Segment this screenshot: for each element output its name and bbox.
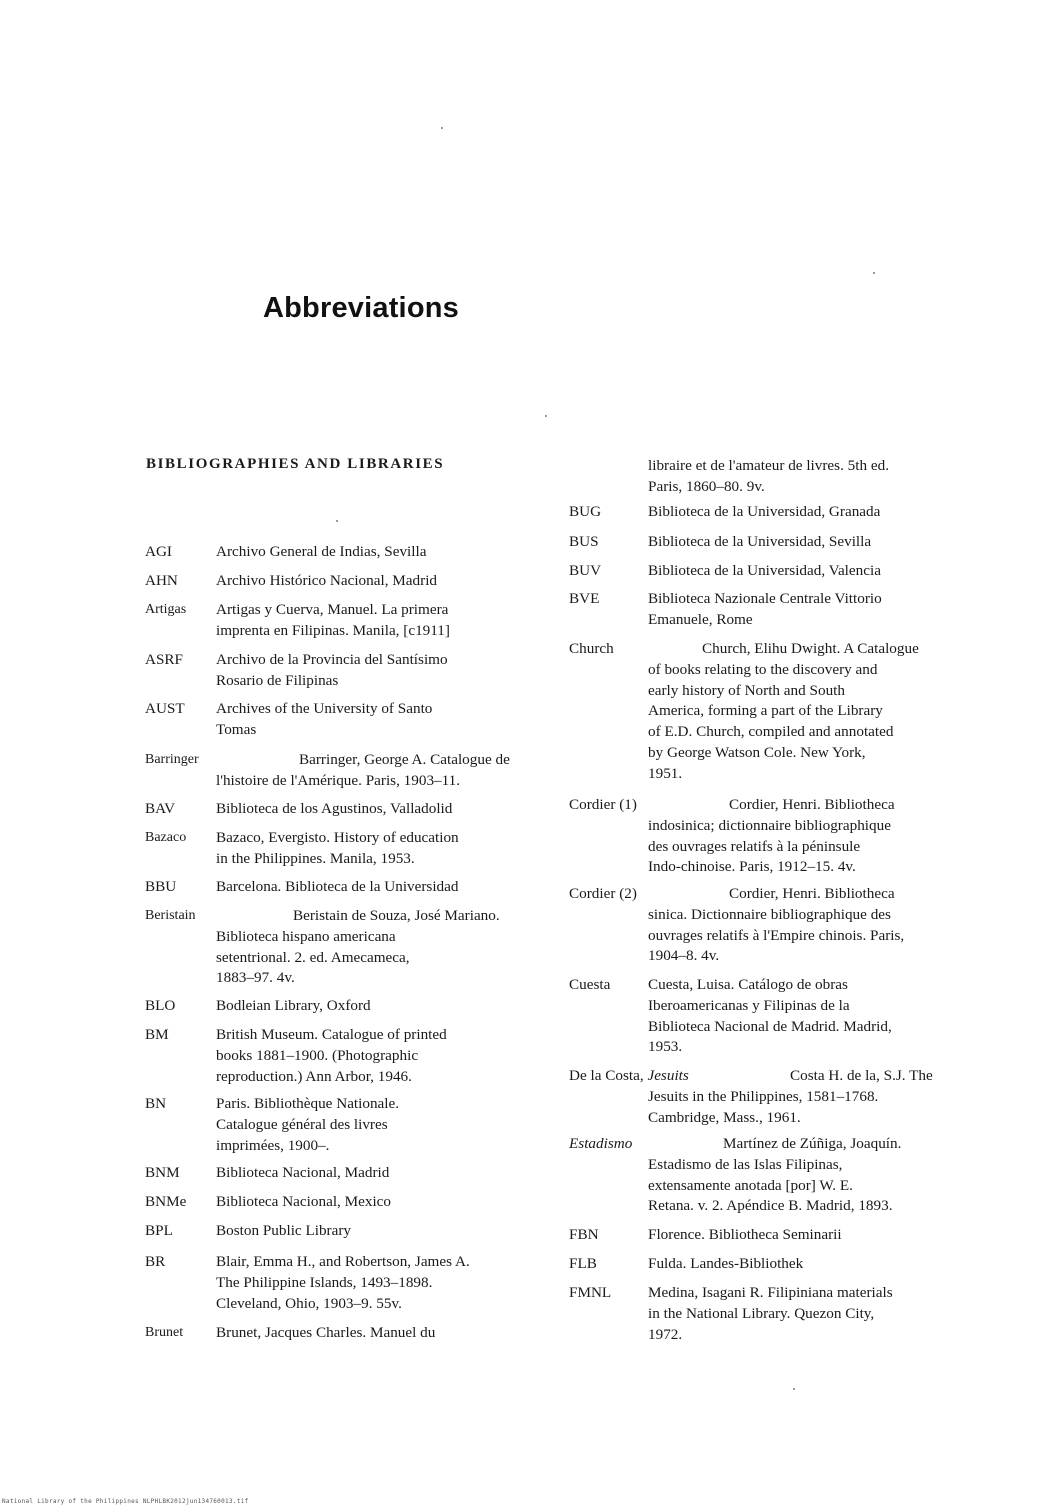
abbreviation-code: BUS bbox=[569, 533, 599, 550]
scan-speck bbox=[873, 272, 875, 274]
scan-speck bbox=[336, 520, 338, 522]
description-line: books 1881–1900. (Photographic bbox=[216, 1046, 419, 1064]
description-line: by George Watson Cole. New York, bbox=[648, 743, 866, 761]
description-line: imprimées, 1900–. bbox=[216, 1136, 330, 1154]
description-line: Biblioteca de la Universidad, Valencia bbox=[648, 562, 881, 579]
description-line: Biblioteca Nazionale Centrale Vittorio bbox=[648, 590, 882, 607]
abbreviation-description bbox=[216, 750, 510, 792]
abbreviation-description bbox=[648, 975, 892, 1058]
abbreviation-code: BUV bbox=[569, 562, 602, 579]
description-line: 1883–97. 4v. bbox=[216, 969, 295, 987]
abbreviation-description bbox=[648, 561, 881, 582]
abbreviation-code: Cuesta bbox=[569, 976, 611, 993]
description-line: The Philippine Islands, 1493–1898. bbox=[216, 1273, 433, 1291]
abbreviation-description bbox=[648, 795, 895, 878]
description-line: Bazaco, Evergisto. History of education bbox=[216, 829, 459, 846]
description-line: Archives of the University of Santo bbox=[216, 700, 433, 717]
description-line: in the Philippines. Manila, 1953. bbox=[216, 849, 415, 867]
abbreviation-code: Beristain bbox=[145, 908, 196, 923]
description-line: Artigas y Cuerva, Manuel. La primera bbox=[216, 601, 449, 618]
abbreviation-code: FMNL bbox=[569, 1284, 612, 1301]
description-line: 1904–8. 4v. bbox=[648, 947, 720, 965]
description-line: Costa H. de la, S.J. The bbox=[790, 1067, 933, 1084]
description-line: of books relating to the discovery and bbox=[648, 660, 878, 678]
description-line: Jesuits in the Philippines, 1581–1768. bbox=[648, 1087, 879, 1105]
abbreviation-code: Cordier (2) bbox=[569, 885, 637, 902]
description-line: Paris, 1860–80. 9v. bbox=[648, 477, 765, 495]
abbreviation-code: BN bbox=[145, 1095, 167, 1112]
description-line: Archivo General de Indias, Sevilla bbox=[216, 543, 427, 560]
abbreviation-description bbox=[648, 1134, 901, 1217]
description-line: Cordier, Henri. Bibliotheca bbox=[729, 885, 895, 902]
abbreviation-code: Cordier (1) bbox=[569, 796, 637, 813]
description-line: Barcelona. Biblioteca de la Universidad bbox=[216, 878, 459, 895]
abbreviation-description bbox=[216, 600, 450, 642]
abbreviation-description bbox=[216, 1323, 435, 1344]
abbreviation-description bbox=[648, 1225, 842, 1246]
description-line: ouvrages relatifs à l'Empire chinois. Paris, bbox=[648, 926, 905, 944]
abbreviation-description bbox=[216, 1025, 447, 1087]
abbreviation-description bbox=[216, 699, 432, 741]
description-line: Church, Elihu Dwight. A Catalogue bbox=[702, 640, 919, 657]
abbreviation-code: Church bbox=[569, 640, 614, 657]
abbreviation-code: Artigas bbox=[145, 602, 187, 617]
description-line: Brunet, Jacques Charles. Manuel du bbox=[216, 1324, 436, 1341]
description-line: Indo-chinoise. Paris, 1912–15. 4v. bbox=[648, 858, 856, 876]
description-line: Medina, Isagani R. Filipiniana materials bbox=[648, 1284, 893, 1301]
description-line: Catalogue général des livres bbox=[216, 1115, 388, 1133]
abbreviation-description bbox=[216, 996, 371, 1017]
abbreviation-code: Barringer bbox=[145, 752, 199, 767]
scan-speck bbox=[441, 127, 443, 129]
abbreviation-description bbox=[648, 884, 904, 967]
abbreviation-description bbox=[216, 650, 448, 692]
abbreviation-code: De la Costa, Jesuits bbox=[569, 1067, 689, 1084]
abbreviation-description bbox=[648, 1283, 893, 1345]
description-line: Tomas bbox=[216, 720, 257, 738]
description-line: des ouvrages relatifs à la péninsule bbox=[648, 837, 861, 855]
scan-speck bbox=[793, 1388, 795, 1390]
abbreviation-code: ASRF bbox=[145, 651, 183, 668]
abbreviation-code: AHN bbox=[145, 572, 178, 589]
description-line: early history of North and South bbox=[648, 681, 845, 699]
description-line: Biblioteca de los Agustinos, Valladolid bbox=[216, 800, 453, 817]
description-line: British Museum. Catalogue of printed bbox=[216, 1026, 447, 1043]
description-line: reproduction.) Ann Arbor, 1946. bbox=[216, 1067, 412, 1085]
abbreviation-description bbox=[216, 906, 500, 989]
description-line: Estadismo de las Islas Filipinas, bbox=[648, 1155, 843, 1173]
description-line: America, forming a part of the Library bbox=[648, 702, 883, 720]
description-line: Emanuele, Rome bbox=[648, 610, 753, 628]
description-line: Blair, Emma H., and Robertson, James A. bbox=[216, 1253, 470, 1270]
description-line: Cambridge, Mass., 1961. bbox=[648, 1108, 801, 1126]
description-line: 1972. bbox=[648, 1325, 683, 1343]
abbreviation-description bbox=[216, 1163, 389, 1184]
abbreviation-description bbox=[216, 571, 437, 592]
abbreviation-description bbox=[648, 639, 919, 785]
description-line: Barringer, George A. Catalogue de bbox=[299, 751, 510, 768]
abbreviation-code: BNM bbox=[145, 1164, 180, 1181]
description-line: setentrional. 2. ed. Amecameca, bbox=[216, 948, 410, 966]
abbreviation-description bbox=[216, 1252, 470, 1314]
abbreviation-description bbox=[216, 877, 459, 898]
abbreviation-code: AUST bbox=[145, 700, 185, 717]
abbreviation-code: BNMe bbox=[145, 1193, 187, 1210]
description-line: 1953. bbox=[648, 1038, 683, 1056]
description-line: Biblioteca hispano americana bbox=[216, 927, 396, 945]
abbreviation-description bbox=[216, 799, 452, 820]
description-line: imprenta en Filipinas. Manila, [c1911] bbox=[216, 621, 450, 639]
abbreviation-description bbox=[216, 1094, 399, 1156]
abbreviation-description bbox=[216, 828, 459, 870]
description-line: Biblioteca Nacional, Mexico bbox=[216, 1193, 392, 1210]
description-line: Iberoamericanas y Filipinas de la bbox=[648, 996, 850, 1014]
description-line: Beristain de Souza, José Mariano. bbox=[293, 907, 500, 924]
abbreviation-code: Brunet bbox=[145, 1325, 184, 1340]
abbreviation-description bbox=[648, 456, 889, 498]
abbreviation-code: BM bbox=[145, 1026, 169, 1043]
abbreviation-description bbox=[216, 1221, 351, 1242]
description-line: Biblioteca de la Universidad, Sevilla bbox=[648, 533, 872, 550]
description-line: of E.D. Church, compiled and annotated bbox=[648, 723, 894, 741]
scan-speck bbox=[545, 415, 547, 417]
abbreviation-description bbox=[648, 589, 882, 631]
abbreviation-code: FBN bbox=[569, 1226, 599, 1243]
description-line: 1951. bbox=[648, 764, 683, 782]
description-line: Archivo Histórico Nacional, Madrid bbox=[216, 572, 438, 589]
description-line: Cordier, Henri. Bibliotheca bbox=[729, 796, 895, 813]
abbreviation-description bbox=[216, 1192, 391, 1213]
description-line: in the National Library. Quezon City, bbox=[648, 1304, 875, 1322]
description-line: Martínez de Zúñiga, Joaquín. bbox=[723, 1135, 902, 1152]
abbreviation-code: Estadismo bbox=[569, 1135, 633, 1152]
description-line: Florence. Bibliotheca Seminarii bbox=[648, 1226, 842, 1243]
abbreviation-description bbox=[648, 1066, 933, 1128]
description-line: Archivo de la Provincia del Santísimo bbox=[216, 651, 448, 668]
description-line: Boston Public Library bbox=[216, 1222, 351, 1239]
abbreviation-code: BLO bbox=[145, 997, 176, 1014]
abbreviation-code: BR bbox=[145, 1253, 166, 1270]
section-heading: BIBLIOGRAPHIES AND LIBRARIES bbox=[146, 456, 445, 472]
description-line: Rosario de Filipinas bbox=[216, 671, 339, 689]
abbreviation-code: BVE bbox=[569, 590, 600, 607]
description-line: Biblioteca Nacional de Madrid. Madrid, bbox=[648, 1017, 892, 1035]
description-line: Biblioteca de la Universidad, Granada bbox=[648, 503, 881, 520]
abbreviation-code: BUG bbox=[569, 503, 602, 520]
description-line: extensamente anotada [por] W. E. bbox=[648, 1176, 853, 1194]
description-line: Paris. Bibliothèque Nationale. bbox=[216, 1095, 400, 1112]
abbreviation-description bbox=[648, 532, 871, 553]
description-line: Cuesta, Luisa. Catálogo de obras bbox=[648, 976, 848, 993]
abbreviation-code: BPL bbox=[145, 1222, 173, 1239]
abbreviation-code: FLB bbox=[569, 1255, 597, 1272]
abbreviation-code: BBU bbox=[145, 878, 177, 895]
abbreviation-code: Bazaco bbox=[145, 830, 187, 845]
description-line: Bodleian Library, Oxford bbox=[216, 997, 371, 1014]
description-line: libraire et de l'amateur de livres. 5th ed. bbox=[648, 457, 889, 474]
page-title: Abbreviations bbox=[263, 292, 459, 324]
description-line: sinica. Dictionnaire bibliographique des bbox=[648, 905, 891, 923]
description-line: Biblioteca Nacional, Madrid bbox=[216, 1164, 390, 1181]
abbreviation-description bbox=[648, 1254, 803, 1275]
abbreviation-code: BAV bbox=[145, 800, 176, 817]
description-line: indosinica; dictionnaire bibliographique bbox=[648, 816, 891, 834]
abbreviation-code: AGI bbox=[145, 543, 172, 560]
description-line: l'histoire de l'Amérique. Paris, 1903–11. bbox=[216, 771, 461, 789]
description-line: Cleveland, Ohio, 1903–9. 55v. bbox=[216, 1294, 402, 1312]
abbreviation-description bbox=[216, 542, 426, 563]
description-line: Fulda. Landes-Bibliothek bbox=[648, 1255, 804, 1272]
description-line: Retana. v. 2. Apéndice B. Madrid, 1893. bbox=[648, 1197, 893, 1215]
abbreviation-description bbox=[648, 502, 880, 523]
scan-footer: National Library of the Philippines NLPHLBK2012jun134760013.tif bbox=[2, 1498, 249, 1505]
